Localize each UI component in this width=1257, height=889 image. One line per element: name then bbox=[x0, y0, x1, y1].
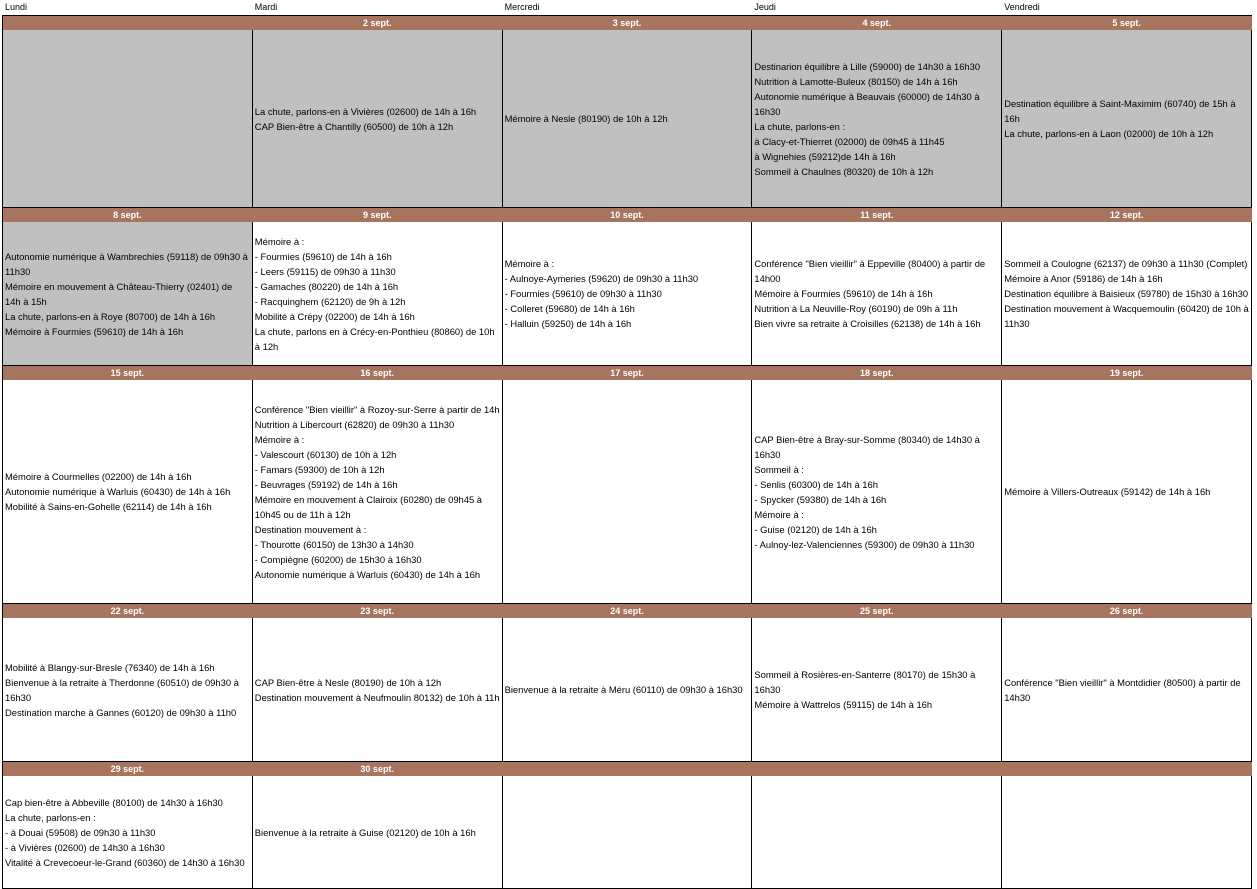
week-row bbox=[3, 366, 1252, 604]
event-line: Bien vivre sa retraite à Croisilles (62138) de 14h à 16h bbox=[754, 318, 981, 329]
date-label bbox=[503, 762, 753, 776]
event-line: Sommeil à Coulogne (62137) de 09h30 à 11h30 (Complet) bbox=[1004, 258, 1248, 269]
day-cells bbox=[3, 776, 1252, 889]
event-line: Destination équilibre à Saint-Maximim (60740) de 15h à 16h bbox=[1004, 98, 1236, 124]
event-list bbox=[1004, 675, 1249, 705]
week-row bbox=[3, 604, 1252, 762]
day-cell[interactable] bbox=[253, 30, 503, 207]
weekday-mercredi: Mercredi bbox=[504, 2, 540, 12]
event-line: La chute, parlons-en à Roye (80700) de 14h à 16h bbox=[5, 310, 216, 322]
date-label: 2 sept. bbox=[253, 16, 503, 30]
date-label bbox=[752, 762, 1002, 776]
event-line: à Clacy-et-Thierret (02000) de 09h45 à 11h45 bbox=[754, 135, 945, 147]
weekday-vendredi: Vendredi bbox=[1004, 2, 1040, 12]
day-cell[interactable] bbox=[253, 222, 503, 365]
event-list bbox=[5, 469, 230, 514]
date-label: 23 sept. bbox=[253, 604, 503, 618]
event-line: Bienvenue à la retraite à Therdonne (60510) de 09h30 à 16h30 bbox=[5, 676, 239, 703]
day-cell[interactable] bbox=[752, 776, 1002, 888]
date-label: 4 sept. bbox=[752, 16, 1002, 30]
event-line: Destination marche à Gannes (60120) de 09h30 à 11h0 bbox=[5, 706, 237, 718]
day-cell[interactable] bbox=[3, 380, 253, 603]
event-list bbox=[255, 675, 500, 705]
date-label: 11 sept. bbox=[752, 208, 1002, 222]
event-list bbox=[5, 249, 250, 339]
date-bar bbox=[3, 604, 1252, 618]
date-label: 10 sept. bbox=[503, 208, 753, 222]
day-cell[interactable] bbox=[253, 776, 503, 888]
date-bar bbox=[3, 208, 1252, 222]
day-cell[interactable] bbox=[1002, 222, 1252, 365]
day-cell[interactable] bbox=[3, 618, 253, 761]
event-list bbox=[754, 59, 999, 179]
event-line: CAP Bien-être à Nesle (80190) de 10h à 12h bbox=[254, 676, 442, 688]
event-line: Vitalité à Crevecoeur-le-Grand (60360) de 14h30 à 16h30 bbox=[5, 856, 245, 868]
event-line: Autonomie numérique à Warluis (60430) de 14h à 16h bbox=[254, 568, 481, 580]
event-line: Sommeil à Rosières-en-Santerre (80170) de 15h30 à 16h30 bbox=[754, 669, 976, 695]
event-list bbox=[505, 682, 743, 697]
event-line: Mémoire à Fourmies (59610) de 14h à 16h bbox=[754, 288, 933, 299]
day-cell[interactable] bbox=[752, 30, 1002, 207]
event-line: - Beuvrages (59192) de 14h à 16h bbox=[254, 478, 398, 490]
event-list bbox=[754, 432, 999, 552]
day-cells bbox=[3, 380, 1252, 604]
date-label: 8 sept. bbox=[3, 208, 253, 222]
day-cell[interactable] bbox=[253, 380, 503, 603]
day-cells bbox=[3, 222, 1252, 366]
week-row bbox=[3, 16, 1252, 208]
day-cells bbox=[3, 618, 1252, 762]
event-line: Mobilité à Sains-en-Gohelle (62114) de 14h à 16h bbox=[5, 501, 212, 512]
event-line: Autonomie numérique à Beauvais (60000) de 14h30 à 16h30 bbox=[754, 90, 980, 117]
event-line: Mémoire à Fourmies (59610) de 14h à 16h bbox=[5, 325, 184, 337]
day-cell[interactable] bbox=[752, 380, 1002, 603]
event-line: - Senlis (60300) de 14h à 16h bbox=[754, 478, 878, 490]
date-label: 18 sept. bbox=[752, 366, 1002, 380]
event-line: Mémoire à Anor (59186) de 14h à 16h bbox=[1004, 273, 1163, 284]
event-line: Sommeil à Chaulnes (80320) de 10h à 12h bbox=[754, 165, 934, 177]
event-list bbox=[5, 660, 250, 720]
event-line: CAP Bien-être à Bray-sur-Somme (80340) de 14h30 à 16h30 bbox=[754, 433, 980, 460]
date-label: 9 sept. bbox=[253, 208, 503, 222]
day-cell[interactable] bbox=[752, 222, 1002, 365]
event-line: Mémoire en mouvement à Château-Thierry (02401) de 14h à 15h bbox=[5, 280, 233, 307]
event-line: Bienvenue à la retraite à Guise (02120) de 10h à 16h bbox=[254, 826, 476, 838]
event-line: - Gamaches (80220) de 14h à 16h bbox=[254, 280, 399, 292]
day-cell[interactable] bbox=[1002, 776, 1252, 888]
date-label: 5 sept. bbox=[1002, 16, 1252, 30]
date-label bbox=[3, 16, 253, 30]
event-line: La chute, parlons-en : bbox=[754, 120, 846, 132]
date-label: 3 sept. bbox=[503, 16, 753, 30]
event-line: - Colleret (59680) de 14h à 16h bbox=[504, 303, 635, 314]
date-bar bbox=[3, 16, 1252, 30]
date-label bbox=[1002, 762, 1252, 776]
event-line: - Aulnoy-lez-Valenciennes (59300) de 09h30 à 11h30 bbox=[754, 538, 975, 550]
event-list bbox=[754, 667, 999, 712]
event-line: - Thourotte (60150) de 13h30 à 14h30 bbox=[254, 538, 414, 550]
event-list bbox=[5, 795, 245, 870]
date-bar bbox=[3, 762, 1252, 776]
day-cell[interactable] bbox=[503, 776, 753, 888]
date-label: 30 sept. bbox=[253, 762, 503, 776]
event-list bbox=[1004, 484, 1210, 499]
event-line: Mémoire en mouvement à Clairoix (60280) de 09h45 à 10h45 ou de 11h à 12h bbox=[254, 493, 483, 520]
day-cell[interactable] bbox=[503, 30, 753, 207]
event-line: La chute, parlons-en à Laon (02000) de 10h à 12h bbox=[1004, 128, 1214, 139]
weekday-header bbox=[2, 0, 1251, 14]
event-line: - à Vivières (02600) de 14h30 à 16h30 bbox=[5, 841, 165, 853]
event-list bbox=[255, 104, 476, 134]
weekday-jeudi: Jeudi bbox=[754, 2, 776, 12]
event-line: La chute, parlons-en à Vivières (02600) de 14h à 16h bbox=[254, 105, 477, 117]
event-line: Nutrition à Libercourt (62820) de 09h30 à 11h30 bbox=[254, 418, 455, 430]
event-line: Conférence "Bien vieillir" à Rozoy-sur-Serre à partir de 14h bbox=[254, 403, 500, 415]
event-line: - Fourmies (59610) de 14h à 16h bbox=[254, 250, 392, 262]
event-list bbox=[255, 402, 500, 582]
event-list bbox=[505, 111, 668, 126]
event-line: Destinarion équilibre à Lille (59000) de 14h30 à 16h30 bbox=[754, 60, 981, 72]
event-line: Nutrition à Lamotte-Buleux (80150) de 14h à 16h bbox=[754, 75, 958, 87]
week-row bbox=[3, 208, 1252, 366]
event-line: Mémoire à Wattrelos (59115) de 14h à 16h bbox=[754, 699, 933, 710]
day-cell[interactable] bbox=[1002, 30, 1252, 207]
event-list bbox=[1004, 256, 1249, 331]
event-line: Sommeil à : bbox=[754, 463, 804, 475]
event-line: Mémoire à Courmelles (02200) de 14h à 16h bbox=[5, 471, 192, 482]
event-line: - Guise (02120) de 14h à 16h bbox=[754, 523, 877, 535]
event-line: Mémoire à : bbox=[254, 235, 305, 247]
event-line: Autonomie numérique à Wambrechies (59118) de 09h30 à 11h30 bbox=[5, 250, 248, 277]
event-line: Conférence "Bien vieillir" à Montdidier (80500) à partir de 14h30 bbox=[1004, 676, 1241, 703]
weekday-lundi: Lundi bbox=[5, 2, 28, 12]
event-list bbox=[505, 256, 699, 331]
event-line: - Fourmies (59610) de 09h30 à 11h30 bbox=[504, 288, 662, 299]
date-label: 16 sept. bbox=[253, 366, 503, 380]
event-line: - Halluin (59250) de 14h à 16h bbox=[504, 318, 632, 329]
day-cell[interactable] bbox=[253, 618, 503, 761]
date-label: 15 sept. bbox=[3, 366, 253, 380]
event-line: - Spycker (59380) de 14h à 16h bbox=[754, 493, 887, 505]
event-line: - Aulnoye-Aymeries (59620) de 09h30 à 11h30 bbox=[504, 273, 699, 284]
event-line: à Wignehies (59212)de 14h à 16h bbox=[754, 150, 896, 162]
weekday-mardi: Mardi bbox=[254, 2, 278, 12]
date-label: 22 sept. bbox=[3, 604, 253, 618]
day-cell[interactable] bbox=[3, 222, 253, 365]
event-line: La chute, parlons-en : bbox=[5, 811, 96, 823]
event-line: Destination équilibre à Baisieux (59780) de 15h30 à 16h30 bbox=[1004, 288, 1249, 299]
date-label: 29 sept. bbox=[3, 762, 253, 776]
day-cell[interactable] bbox=[1002, 618, 1252, 761]
date-label: 25 sept. bbox=[752, 604, 1002, 618]
calendar-grid bbox=[2, 15, 1252, 889]
date-label: 24 sept. bbox=[503, 604, 753, 618]
event-line: - Famars (59300) de 10h à 12h bbox=[254, 463, 385, 475]
event-line: Destination mouvement à Wacquemoulin (60420) de 10h à 11h30 bbox=[1004, 303, 1249, 329]
date-bar bbox=[3, 366, 1252, 380]
event-line: Mémoire à : bbox=[504, 258, 555, 269]
event-line: - à Douai (59508) de 09h30 à 11h30 bbox=[5, 826, 156, 838]
event-line: - Valescourt (60130) de 10h à 12h bbox=[254, 448, 397, 460]
event-line: Mémoire à Nesle (80190) de 10h à 12h bbox=[504, 113, 668, 124]
date-label: 26 sept. bbox=[1002, 604, 1252, 618]
event-line: Mobilité à Blangy-sur-Bresle (76340) de 14h à 16h bbox=[5, 661, 215, 673]
event-line: - Leers (59115) de 09h30 à 11h30 bbox=[254, 265, 396, 277]
day-cell[interactable] bbox=[3, 30, 253, 207]
event-line: Mobilité à Crépy (02200) de 14h à 16h bbox=[254, 310, 415, 322]
day-cell[interactable] bbox=[503, 380, 753, 603]
day-cell[interactable] bbox=[1002, 380, 1252, 603]
event-line: Bienvenue à la retraite à Méru (60110) de 09h30 à 16h30 bbox=[504, 684, 743, 695]
event-line: Mémoire à : bbox=[754, 508, 804, 520]
event-list bbox=[754, 256, 999, 331]
week-row bbox=[3, 762, 1252, 889]
event-line: - Racquinghem (62120) de 9h à 12h bbox=[254, 295, 406, 307]
event-list bbox=[255, 234, 500, 354]
event-line: Destination mouvement à : bbox=[254, 523, 367, 535]
day-cells bbox=[3, 30, 1252, 208]
event-list bbox=[255, 825, 476, 840]
event-line: Destination mouvement à Neufmoulin 80132) de 10h à 11h bbox=[254, 691, 500, 703]
event-line: - Compiègne (60200) de 15h30 à 16h30 bbox=[254, 553, 422, 565]
day-cell[interactable] bbox=[503, 618, 753, 761]
event-list bbox=[1004, 96, 1249, 141]
event-line: Cap bien-être à Abbeville (80100) de 14h30 à 16h30 bbox=[5, 796, 223, 808]
date-label: 12 sept. bbox=[1002, 208, 1252, 222]
event-line: Mémoire à Villers-Outreaux (59142) de 14h à 16h bbox=[1004, 486, 1211, 497]
date-label: 17 sept. bbox=[503, 366, 753, 380]
event-line: Conférence "Bien vieillir" à Eppeville (80400) à partir de 14h00 bbox=[754, 258, 986, 284]
event-line: Mémoire à : bbox=[254, 433, 305, 445]
event-line: Nutrition à La Neuville-Roy (60190) de 09h à 11h bbox=[754, 303, 958, 314]
day-cell[interactable] bbox=[3, 776, 253, 888]
day-cell[interactable] bbox=[503, 222, 753, 365]
day-cell[interactable] bbox=[752, 618, 1002, 761]
date-label: 19 sept. bbox=[1002, 366, 1252, 380]
event-line: CAP Bien-être à Chantilly (60500) de 10h à 12h bbox=[254, 120, 454, 132]
event-line: La chute, parlons en à Crécy-en-Ponthieu (80860) de 10h à 12h bbox=[254, 325, 495, 352]
event-line: Autonomie numérique à Warluis (60430) de 14h à 16h bbox=[5, 486, 231, 497]
